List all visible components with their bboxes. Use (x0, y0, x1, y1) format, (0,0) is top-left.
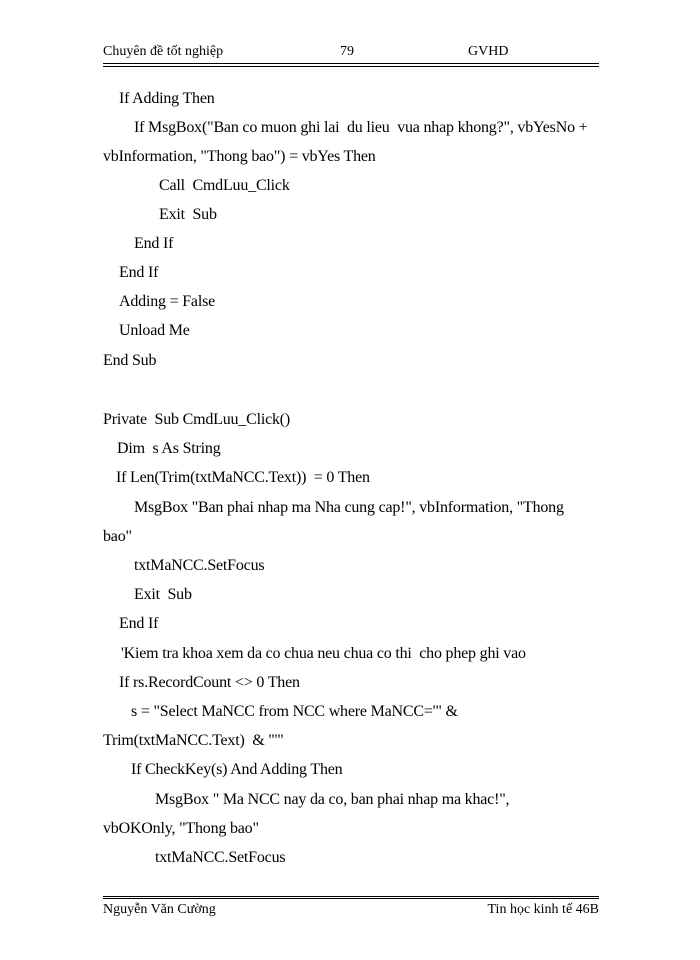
code-line: MsgBox " Ma NCC nay da co, ban phai nhap ma khac!", (155, 791, 510, 808)
code-comment: 'Kiem tra khoa xem da co chua neu chua co thi cho phep ghi vao (121, 645, 526, 662)
code-line: bao" (103, 528, 132, 545)
code-line: Exit Sub (159, 206, 217, 223)
code-line: MsgBox "Ban phai nhap ma Nha cung cap!", vbInformation, "Thong (134, 499, 564, 516)
footer-rule-bottom (103, 898, 599, 899)
code-line: End If (119, 264, 159, 281)
page-number: 79 (340, 44, 354, 59)
code-line: If MsgBox("Ban co muon ghi lai du lieu vua nhap khong?", vbYesNo + (134, 119, 588, 136)
code-line: txtMaNCC.SetFocus (155, 849, 286, 866)
code-line: vbOKOnly, "Thong bao" (103, 820, 259, 837)
code-line: Call CmdLuu_Click (159, 177, 290, 194)
code-line: s = "Select MaNCC from NCC where MaNCC='" & (131, 703, 458, 720)
code-line: Unload Me (119, 322, 190, 339)
header-title: Chuyên đề tốt nghiệp (103, 44, 224, 59)
code-line: End If (134, 235, 174, 252)
header-supervisor: GVHD (468, 44, 509, 59)
header-rule-bottom (103, 66, 599, 67)
code-line: If Len(Trim(txtMaNCC.Text)) = 0 Then (116, 469, 370, 486)
footer-rule-top (103, 896, 599, 897)
code-line: End If (119, 615, 159, 632)
footer-class: Tin học kinh tế 46B (487, 902, 599, 917)
code-line: vbInformation, "Thong bao") = vbYes Then (103, 148, 376, 165)
code-line: If rs.RecordCount <> 0 Then (119, 674, 300, 691)
code-line: txtMaNCC.SetFocus (134, 557, 265, 574)
code-line: Dim s As String (117, 440, 221, 457)
footer-author: Nguyễn Văn Cường (103, 902, 216, 917)
code-line: Trim(txtMaNCC.Text) & "'" (103, 732, 284, 749)
code-line: If CheckKey(s) And Adding Then (131, 761, 343, 778)
header-rule-top (103, 63, 599, 64)
code-line: Private Sub CmdLuu_Click() (103, 411, 291, 428)
code-line: Exit Sub (134, 586, 192, 603)
code-line: If Adding Then (119, 90, 215, 107)
code-line: Adding = False (119, 293, 215, 310)
code-line: End Sub (103, 352, 157, 369)
